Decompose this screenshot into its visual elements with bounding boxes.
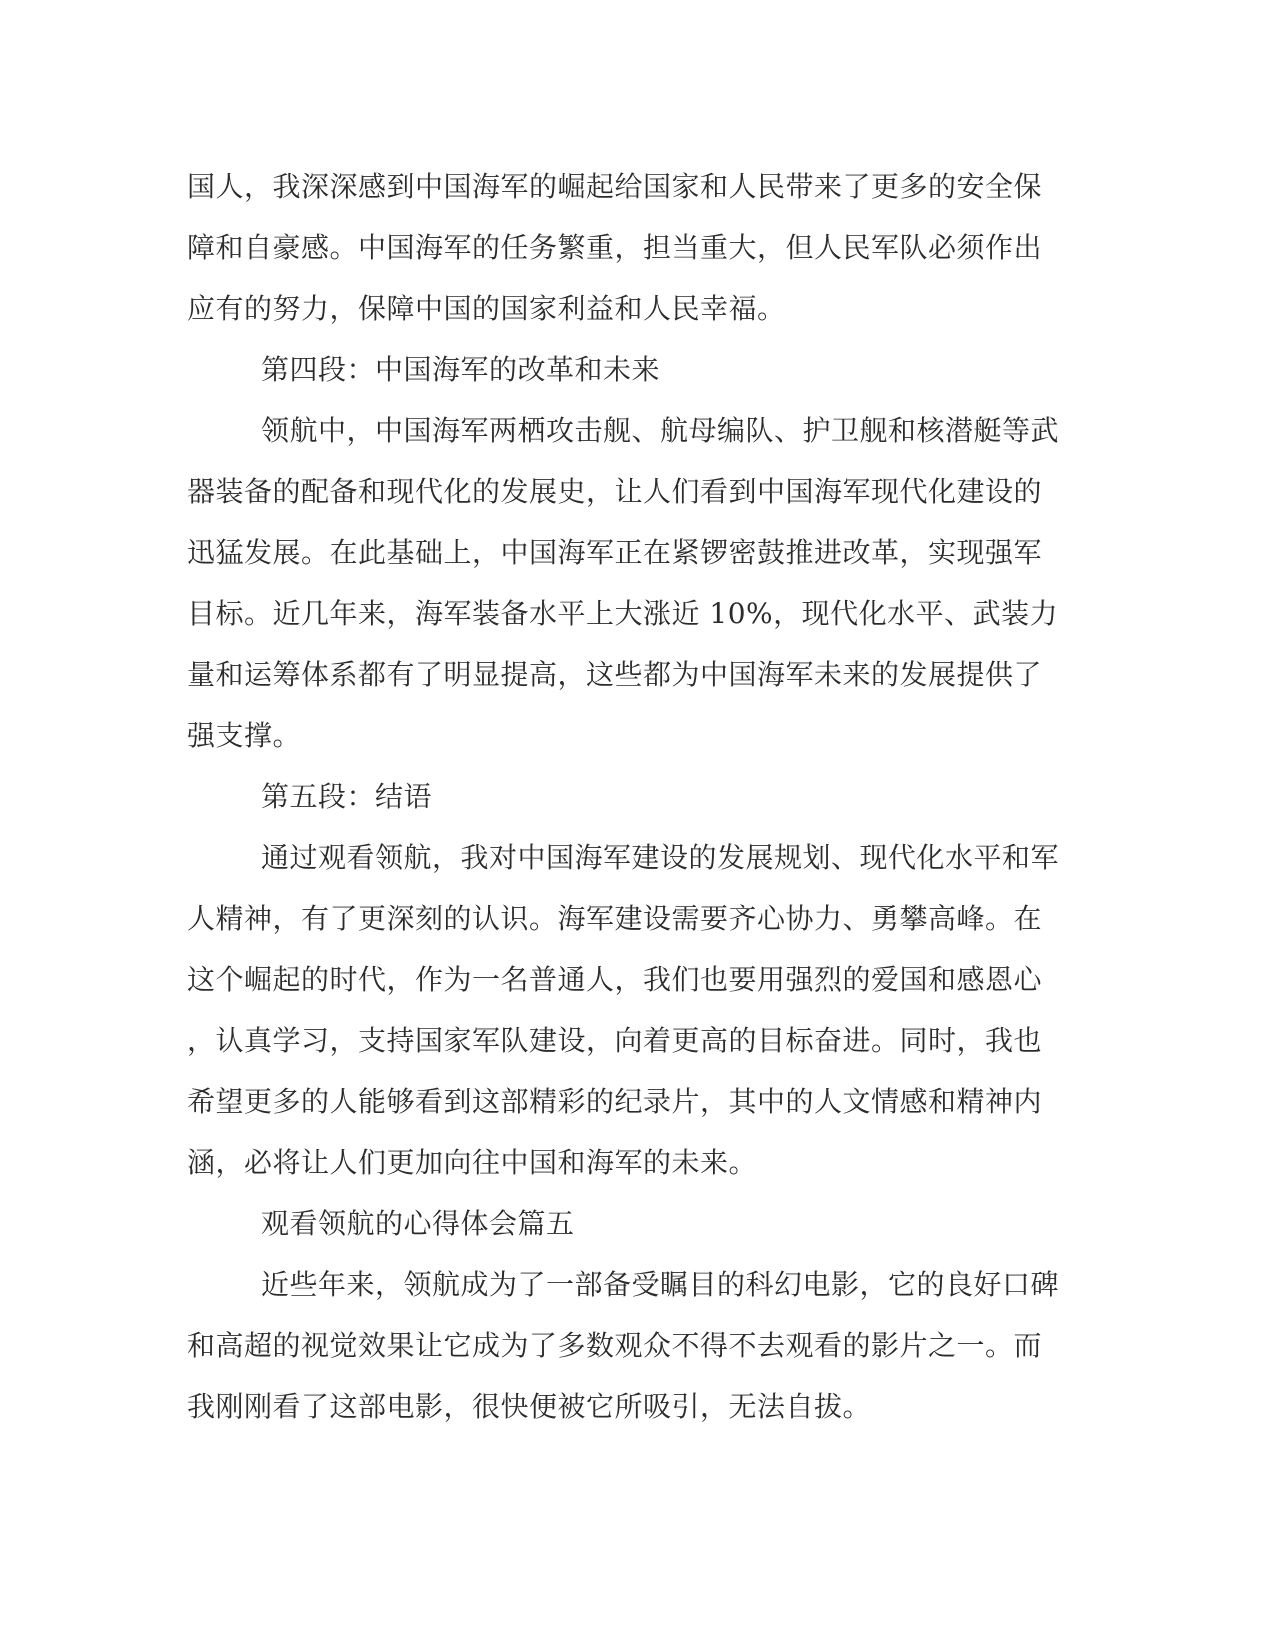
paragraph-line: 我刚刚看了这部电影，很快便被它所吸引，无法自拔。 bbox=[187, 1390, 872, 1423]
paragraph-line: 人精神，有了更深刻的认识。海军建设需要齐心协力、勇攀高峰。在 bbox=[187, 902, 1043, 935]
paragraph-line: 量和运筹体系都有了明显提高，这些都为中国海军未来的发展提供了 bbox=[187, 658, 1043, 691]
paragraph-line: 强支撑。 bbox=[187, 719, 302, 752]
paragraph-line: 这个崛起的时代，作为一名普通人，我们也要用强烈的爱国和感恩心 bbox=[187, 963, 1043, 996]
paragraph-line: 近些年来，领航成为了一部备受瞩目的科幻电影，它的良好口碑 bbox=[261, 1268, 1060, 1301]
paragraph-line: 通过观看领航，我对中国海军建设的发展规划、现代化水平和军 bbox=[261, 841, 1060, 874]
section-heading: 第五段：结语 bbox=[261, 780, 433, 813]
paragraph-line: 涵，必将让人们更加向往中国和海军的未来。 bbox=[187, 1146, 758, 1179]
paragraph-line: 和高超的视觉效果让它成为了多数观众不得不去观看的影片之一。而 bbox=[187, 1329, 1043, 1362]
paragraph-line: 迅猛发展。在此基础上，中国海军正在紧锣密鼓推进改革，实现强军 bbox=[187, 536, 1043, 569]
paragraph-line: 目标。近几年来，海军装备水平上大涨近 10%，现代化水平、武装力 bbox=[187, 597, 1059, 630]
paragraph-line: 希望更多的人能够看到这部精彩的纪录片，其中的人文情感和精神内 bbox=[187, 1085, 1043, 1118]
paragraph-line: ，认真学习，支持国家军队建设，向着更高的目标奋进。同时，我也 bbox=[187, 1024, 1043, 1057]
document-body bbox=[187, 156, 1067, 1437]
section-heading: 第四段：中国海军的改革和未来 bbox=[261, 353, 661, 386]
paragraph-line: 领航中，中国海军两栖攻击舰、航母编队、护卫舰和核潜艇等武 bbox=[261, 414, 1060, 447]
paragraph-line: 应有的努力，保障中国的国家利益和人民幸福。 bbox=[187, 292, 786, 325]
paragraph-line: 障和自豪感。中国海军的任务繁重，担当重大，但人民军队必须作出 bbox=[187, 231, 1043, 264]
paragraph-line: 国人，我深深感到中国海军的崛起给国家和人民带来了更多的安全保 bbox=[187, 170, 1043, 203]
paragraph-line: 器装备的配备和现代化的发展史，让人们看到中国海军现代化建设的 bbox=[187, 475, 1043, 508]
article-title: 观看领航的心得体会篇五 bbox=[261, 1207, 575, 1240]
